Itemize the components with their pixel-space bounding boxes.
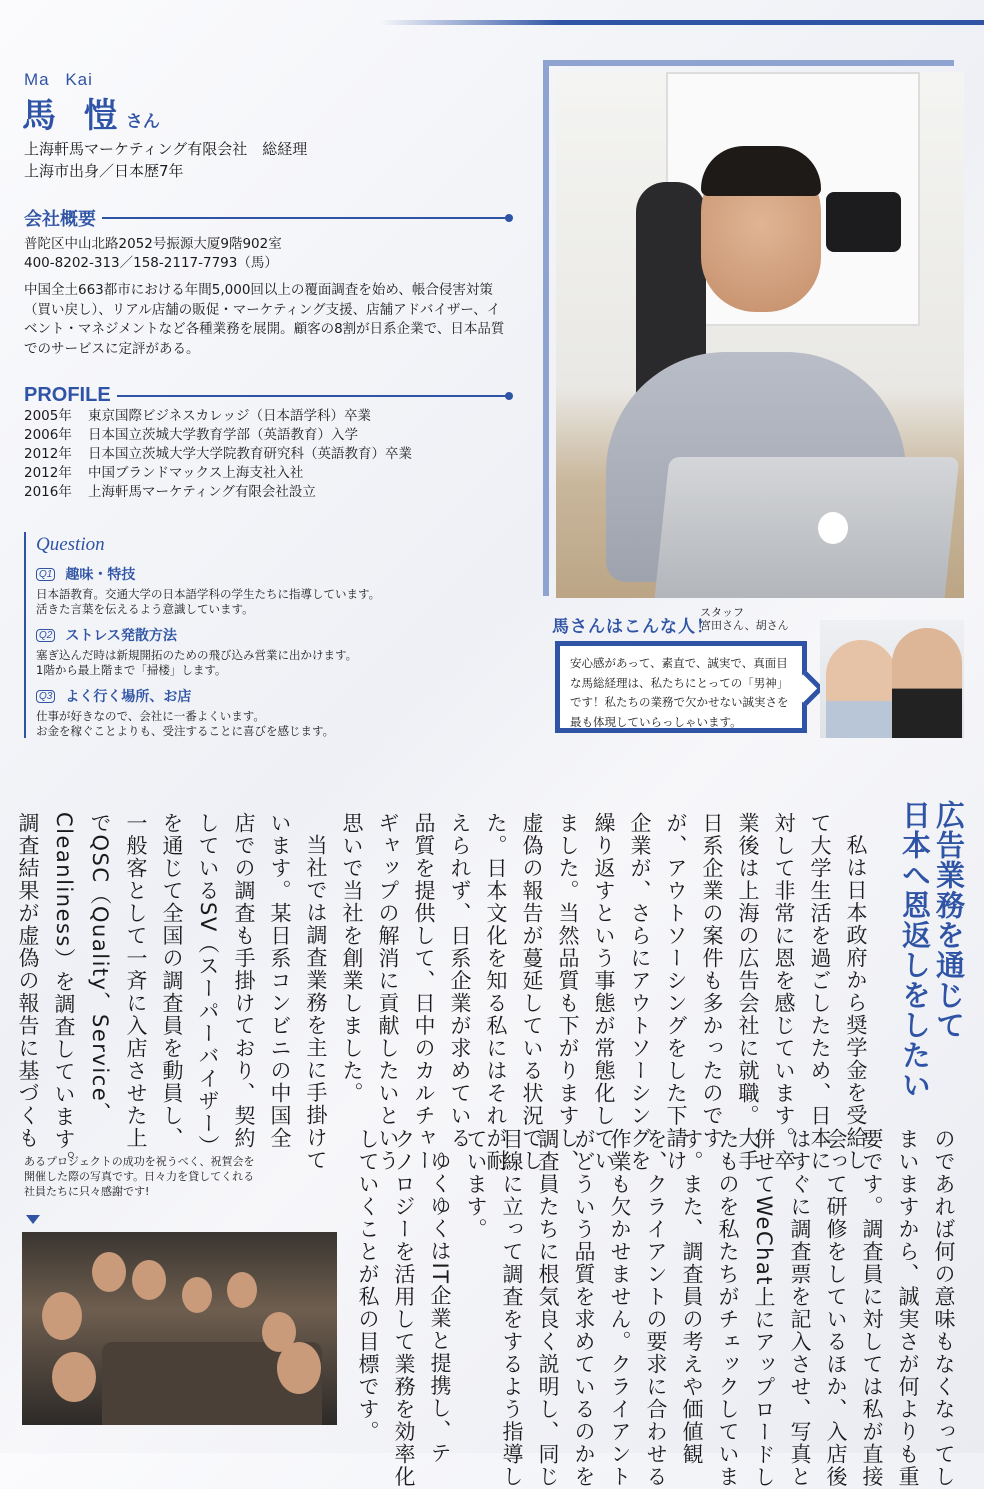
article-line: 会って研修をしているほか、入店後 xyxy=(824,1128,848,1488)
article-line: たものを私たちがチェックしていま xyxy=(716,1128,740,1488)
headline-line: 日本へ恩返しをしたい xyxy=(898,800,932,1100)
article-line: が、アウトソーシングをした下請け xyxy=(664,812,688,1172)
article-line: 店での調査も手掛けており、契約 xyxy=(232,812,256,1150)
person xyxy=(132,1260,166,1300)
question-heading: Question xyxy=(36,534,105,555)
staff-comment: 安心感があって、素直で、誠実で、真面目な馬総経理は、私たちにとっての「男神」です！私たちの業務で欠かせない誠実さを最も体現していらっしゃいます。 xyxy=(570,656,789,729)
profile-year: 2012年 xyxy=(24,465,72,481)
article-line: す。また、調査員の考えや価値観 xyxy=(680,1128,704,1466)
question-answer xyxy=(36,587,506,617)
profile-year: 2005年 xyxy=(24,408,72,424)
question-item-heading xyxy=(36,625,506,645)
staff-credit xyxy=(700,606,789,632)
profile-year: 2012年 xyxy=(24,446,72,462)
staff-heading: 馬さんはこんな人！ xyxy=(552,617,714,637)
answer-line: 活きた言葉を伝えるよう意識しています。 xyxy=(36,602,254,616)
article-line: 繰り返すという事態が常態化してい xyxy=(592,812,616,1172)
answer-line: 日本語教育。交通大学の日本語学科の学生たちに指導しています。 xyxy=(36,587,381,601)
bag xyxy=(826,192,901,252)
staff-member xyxy=(826,640,896,738)
article-line: がどういう品質を求めているのかを xyxy=(572,1128,596,1488)
question-title: よく行く場所、お店 xyxy=(65,689,192,705)
article-line: 一般客として一斉に入店させた上 xyxy=(124,812,148,1150)
answer-line: お金を稼ぐことよりも、受注することに喜びを感じます。 xyxy=(36,724,335,738)
article-line: 作業も欠かせません。クライアント xyxy=(608,1128,632,1488)
name-heading xyxy=(22,88,160,137)
person xyxy=(42,1292,82,1340)
name-kanji: 馬 愷 xyxy=(22,96,126,136)
article-line: 日系企業の案件も多かったのです xyxy=(700,812,724,1150)
origin: 上海市出身／日本歴7年 xyxy=(24,162,184,180)
article-body-part2 xyxy=(350,1128,962,1489)
question-answer xyxy=(36,648,506,678)
article-line: しているSV（スーパーバイザー） xyxy=(196,812,220,1158)
company-heading-text: 会社概要 xyxy=(24,209,96,230)
staff-member xyxy=(892,628,962,738)
question-section xyxy=(24,532,506,738)
person xyxy=(277,1342,321,1394)
answer-line: 仕事が好きなので、会社に一番よくいます。 xyxy=(36,709,265,723)
article-line: でQSC（Quality、Service、 xyxy=(88,812,112,1125)
person xyxy=(182,1277,212,1313)
company-address: 普陀区中山北路2052号振源大厦9階902室 xyxy=(24,236,282,252)
staff-photo xyxy=(820,620,964,738)
article-line: 対して非常に恩を感じています。卒 xyxy=(772,812,796,1172)
laptop xyxy=(653,457,960,598)
answer-line: 1階から最上階まで「掃楼」します。 xyxy=(36,663,227,677)
headline-line: 広告業務を通じて xyxy=(932,800,966,1040)
article-line: クノロジーを活用して業務を効率化 xyxy=(392,1128,416,1488)
person xyxy=(227,1272,257,1308)
company-heading xyxy=(24,205,510,231)
staff-label: スタッフ xyxy=(700,606,744,619)
job-info xyxy=(24,138,307,182)
article-line: 要です。調査員に対しては私が直接 xyxy=(860,1128,884,1488)
article-line: はすぐに調査票を記入させ、写真と xyxy=(788,1128,812,1488)
portrait-photo xyxy=(556,72,964,598)
article-headline xyxy=(898,800,966,1100)
caption-arrow-icon xyxy=(26,1215,40,1224)
profile-section xyxy=(24,384,510,502)
apple-logo-icon xyxy=(818,512,848,544)
top-rule xyxy=(380,20,984,25)
article-line: います。某日系コンビニの中国全 xyxy=(268,812,292,1150)
article-line: 虚偽の報告が蔓延している状況でし xyxy=(520,812,544,1172)
party-photo xyxy=(22,1232,337,1425)
article-line: えられず、日系企業が求めている xyxy=(448,812,472,1150)
question-title: ストレス発散方法 xyxy=(65,628,177,644)
profile-text: 上海軒馬マーケティング有限会社設立 xyxy=(88,484,316,500)
company-phone: 400-8202-313／158-2117-7793（馬） xyxy=(24,255,278,271)
question-item-heading xyxy=(36,686,506,706)
article-body-part1 xyxy=(10,812,874,1173)
answer-line: 塞ぎ込んだ時は新規開拓のための飛び込み営業に出かけます。 xyxy=(36,648,358,662)
company-section xyxy=(24,205,510,359)
profile-entry xyxy=(24,445,510,464)
article-line: のであれば何の意味もなくなってし xyxy=(932,1128,956,1488)
person xyxy=(92,1252,126,1292)
article-line: 業後は上海の広告会社に就職。大手 xyxy=(736,812,760,1172)
photo-caption: あるプロジェクトの成功を祝うべく、祝賀会を開催した際の写真です。日々力を貸してくれる社員たちに只々感謝です! xyxy=(24,1155,255,1198)
person xyxy=(52,1352,96,1402)
staff-comment-bubble xyxy=(555,641,807,733)
profile-text: 東京国際ビジネスカレッジ（日本語学科）卒業 xyxy=(88,408,371,424)
article-line: Cleanliness）を調査しています。 xyxy=(52,812,76,1173)
profile-heading xyxy=(24,384,510,407)
question-badge: Q1 xyxy=(36,568,55,581)
article-line: していくことが私の目標です。 xyxy=(356,1128,380,1443)
article-line: まいますから、誠実さが何よりも重 xyxy=(896,1128,920,1488)
article-line: 企業が、さらにアウトソーシングを xyxy=(628,812,652,1172)
profile-text: 日本国立茨城大学大学院教育研究科（英語教育）卒業 xyxy=(88,446,412,462)
person-hair xyxy=(701,146,821,196)
article-line: 当社では調査業務を主に手掛けて xyxy=(304,834,328,1172)
profile-year: 2016年 xyxy=(24,484,72,500)
name-romaji: Ma Kai xyxy=(24,70,93,89)
question-item-heading xyxy=(36,564,506,584)
article-line: ギャップの解消に貢献したいという xyxy=(376,812,400,1172)
divider xyxy=(117,395,510,397)
question-title: 趣味・特技 xyxy=(65,567,136,583)
profile-entry xyxy=(24,483,510,502)
profile-year: 2006年 xyxy=(24,427,72,443)
article-line: を、クライアントの要求に合わせる xyxy=(644,1128,668,1488)
article-line: を通じて全国の調査員を動員し、 xyxy=(160,812,184,1150)
question-answer xyxy=(36,709,506,739)
article-line: 調査員たちに根気良く説明し、同じ xyxy=(536,1128,560,1488)
question-badge: Q2 xyxy=(36,629,55,642)
article-line: 思いで当社を創業しました。 xyxy=(340,812,364,1105)
article-line: ました。当然品質も下がりますし、 xyxy=(556,812,580,1172)
company-description: 中国全土663都市における年間5,000回以上の覆面調査を始め、帳合侵害対策（買い戻し）、リアル店舗の販促・マーケティング支援、店舗アドバイザー、イベント・マネジメントなど各種業務を展開。顧客の8割が日系企業で、日本品質でのサービスに定評がある。 xyxy=(24,282,505,357)
article-line: ています。 xyxy=(464,1128,488,1241)
article-line: 併せてWeChat上にアップロードし xyxy=(752,1128,776,1489)
job-title: 上海軒馬マーケティング有限会社 総経理 xyxy=(24,140,308,158)
article-line: ゆくゆくはIT企業と提携し、テ xyxy=(428,1150,452,1465)
profile-entry xyxy=(24,464,510,483)
profile-entry xyxy=(24,407,510,426)
divider xyxy=(102,217,510,219)
article-line: 調査結果が虚偽の報告に基づくも xyxy=(16,812,40,1150)
profile-heading-text: PROFILE xyxy=(24,384,111,406)
article-line: 品質を提供して、日中のカルチャー xyxy=(412,812,436,1172)
profile-text: 中国ブランドマックス上海支社入社 xyxy=(88,465,304,481)
honorific: さん xyxy=(125,112,160,132)
article-line: 目線に立って調査をするよう指導し xyxy=(500,1128,524,1488)
article-line: 私は日本政府から奨学金を受給し xyxy=(844,834,868,1172)
article-line: た。日本文化を知る私にはそれが耐 xyxy=(484,812,508,1172)
staff-names: 宮田さん、胡さん xyxy=(700,619,789,632)
article-line: て大学生活を過ごしたため、日本に xyxy=(808,812,832,1172)
question-badge: Q3 xyxy=(36,690,55,703)
profile-entry xyxy=(24,426,510,445)
profile-text: 日本国立茨城大学教育学部（英語教育）入学 xyxy=(88,427,358,443)
